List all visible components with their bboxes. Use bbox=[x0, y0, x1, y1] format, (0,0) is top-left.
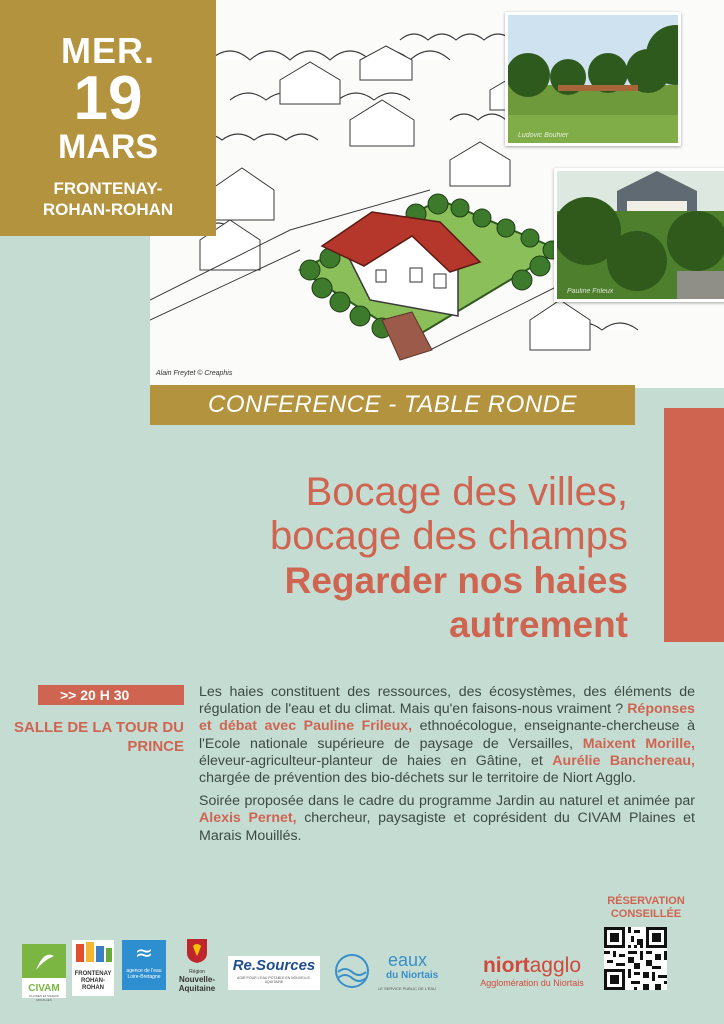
town-line-2: ROHAN-ROHAN bbox=[42, 200, 174, 219]
logo-eaux-niortais bbox=[332, 950, 444, 996]
wave-icon: ≈ bbox=[134, 941, 154, 966]
frontenay-name: FRONTENAY ROHAN-ROHAN bbox=[74, 971, 112, 991]
agglo-word: agglo bbox=[529, 954, 582, 977]
eaux-subtitle: du Niortais bbox=[386, 970, 439, 981]
illustration-credit: Alain Freytet © Creaphis bbox=[156, 370, 233, 377]
time-badge: >> 20 H 30 bbox=[38, 685, 184, 705]
photo-hedge-meadow bbox=[505, 12, 681, 146]
logo-region bbox=[174, 938, 220, 994]
logo-resources bbox=[228, 956, 320, 990]
photo2-credit: Pauline Frileux bbox=[567, 288, 614, 295]
town-line-1: FRONTENAY- bbox=[53, 179, 163, 198]
water-drop-icon bbox=[332, 954, 372, 988]
photo1-credit: Ludovic Bouhier bbox=[518, 132, 569, 139]
resources-name: Re.Sources bbox=[232, 957, 316, 974]
meadow-image bbox=[508, 15, 681, 146]
lion-shield-icon bbox=[186, 938, 208, 964]
desc-text: Soirée proposée dans le cadre du programme Jardin au naturel et animée par bbox=[199, 793, 695, 810]
niort-agglo-name bbox=[462, 954, 602, 978]
description bbox=[199, 684, 695, 845]
eaux-tagline: LE SERVICE PUBLIC DE L'EAU bbox=[378, 986, 437, 991]
red-accent-bar bbox=[664, 408, 724, 642]
title-line-4: autrement bbox=[449, 604, 628, 645]
partner-logos bbox=[0, 936, 724, 1006]
photo-garden-hedge bbox=[554, 168, 724, 302]
desc-text: Les haies constituent des ressources, des écosystèmes, des éléments de régulation de l'eau et du climat. Mais qu'en faisons-nous vraiment ? bbox=[199, 684, 695, 718]
logo-agence-eau bbox=[122, 940, 166, 990]
conference-banner: CONFERENCE - TABLE RONDE bbox=[150, 385, 635, 425]
desc-text: chargée de prévention des bio-déchets sur le territoire de Niort Agglo. bbox=[199, 770, 636, 787]
date-box bbox=[0, 0, 216, 236]
agence-name: agence de l'eau Loire-Bretagne bbox=[126, 968, 162, 980]
frontenay-crest-icon bbox=[72, 940, 114, 966]
niort-agglo-subtitle: Agglomération du Niortais bbox=[480, 978, 584, 988]
title-line-2: bocage des champs bbox=[269, 514, 628, 558]
host-pernet: Alexis Pernet, bbox=[199, 810, 297, 827]
desc-text: ethnoécologue, enseignante-chercheuse à l'Ecole nationale supérieure de paysage de Versailles, bbox=[199, 718, 695, 752]
date-town bbox=[0, 178, 216, 220]
logo-niort-agglo bbox=[462, 954, 602, 994]
title-line-1: Bocage des villes, bbox=[305, 470, 628, 514]
description-paragraph-1 bbox=[199, 684, 695, 787]
civam-subtitle: PLAINES ET MARAIS MOUILLÉS bbox=[29, 994, 59, 1002]
date-number: 19 bbox=[73, 64, 143, 133]
civam-leaf-icon bbox=[22, 944, 66, 978]
reservation-line-1: RÉSERVATION bbox=[607, 895, 685, 907]
speaker-frileux: Réponses et débat avec Pauline Frileux, bbox=[199, 701, 695, 735]
title-line-3: Regarder nos haies bbox=[284, 560, 628, 601]
niort-word: niort bbox=[482, 954, 530, 977]
resources-subtitle: AGIR POUR L'EAU POTABLE EN NOUVELLE-AQUITAINE bbox=[237, 976, 311, 984]
speaker-morille: Maixent Morille, bbox=[582, 735, 695, 752]
logo-civam bbox=[22, 944, 66, 1002]
region-top: Région bbox=[189, 969, 205, 975]
garden-image bbox=[557, 171, 724, 302]
desc-text: chercheur, paysagiste et coprésident du CIVAM Plaines et Marais Mouillés. bbox=[199, 810, 695, 844]
reservation-line-2: CONSEILLÉE bbox=[610, 908, 682, 920]
logo-frontenay bbox=[72, 940, 114, 996]
eaux-name: eaux bbox=[388, 950, 428, 970]
date-day: MER. bbox=[61, 30, 155, 71]
date-month: MARS bbox=[57, 128, 159, 166]
speaker-banchereau: Aurélie Banchereau, bbox=[552, 752, 695, 769]
civam-name: CIVAM bbox=[28, 983, 60, 994]
region-name: Nouvelle-Aquitaine bbox=[178, 975, 216, 993]
desc-text: éleveur-agriculteur-planteur de haies en Gâtine, et bbox=[199, 752, 553, 769]
description-paragraph-2 bbox=[199, 793, 695, 845]
reservation-label bbox=[596, 895, 696, 921]
event-place: SALLE DE LA TOUR DU PRINCE bbox=[13, 719, 184, 755]
